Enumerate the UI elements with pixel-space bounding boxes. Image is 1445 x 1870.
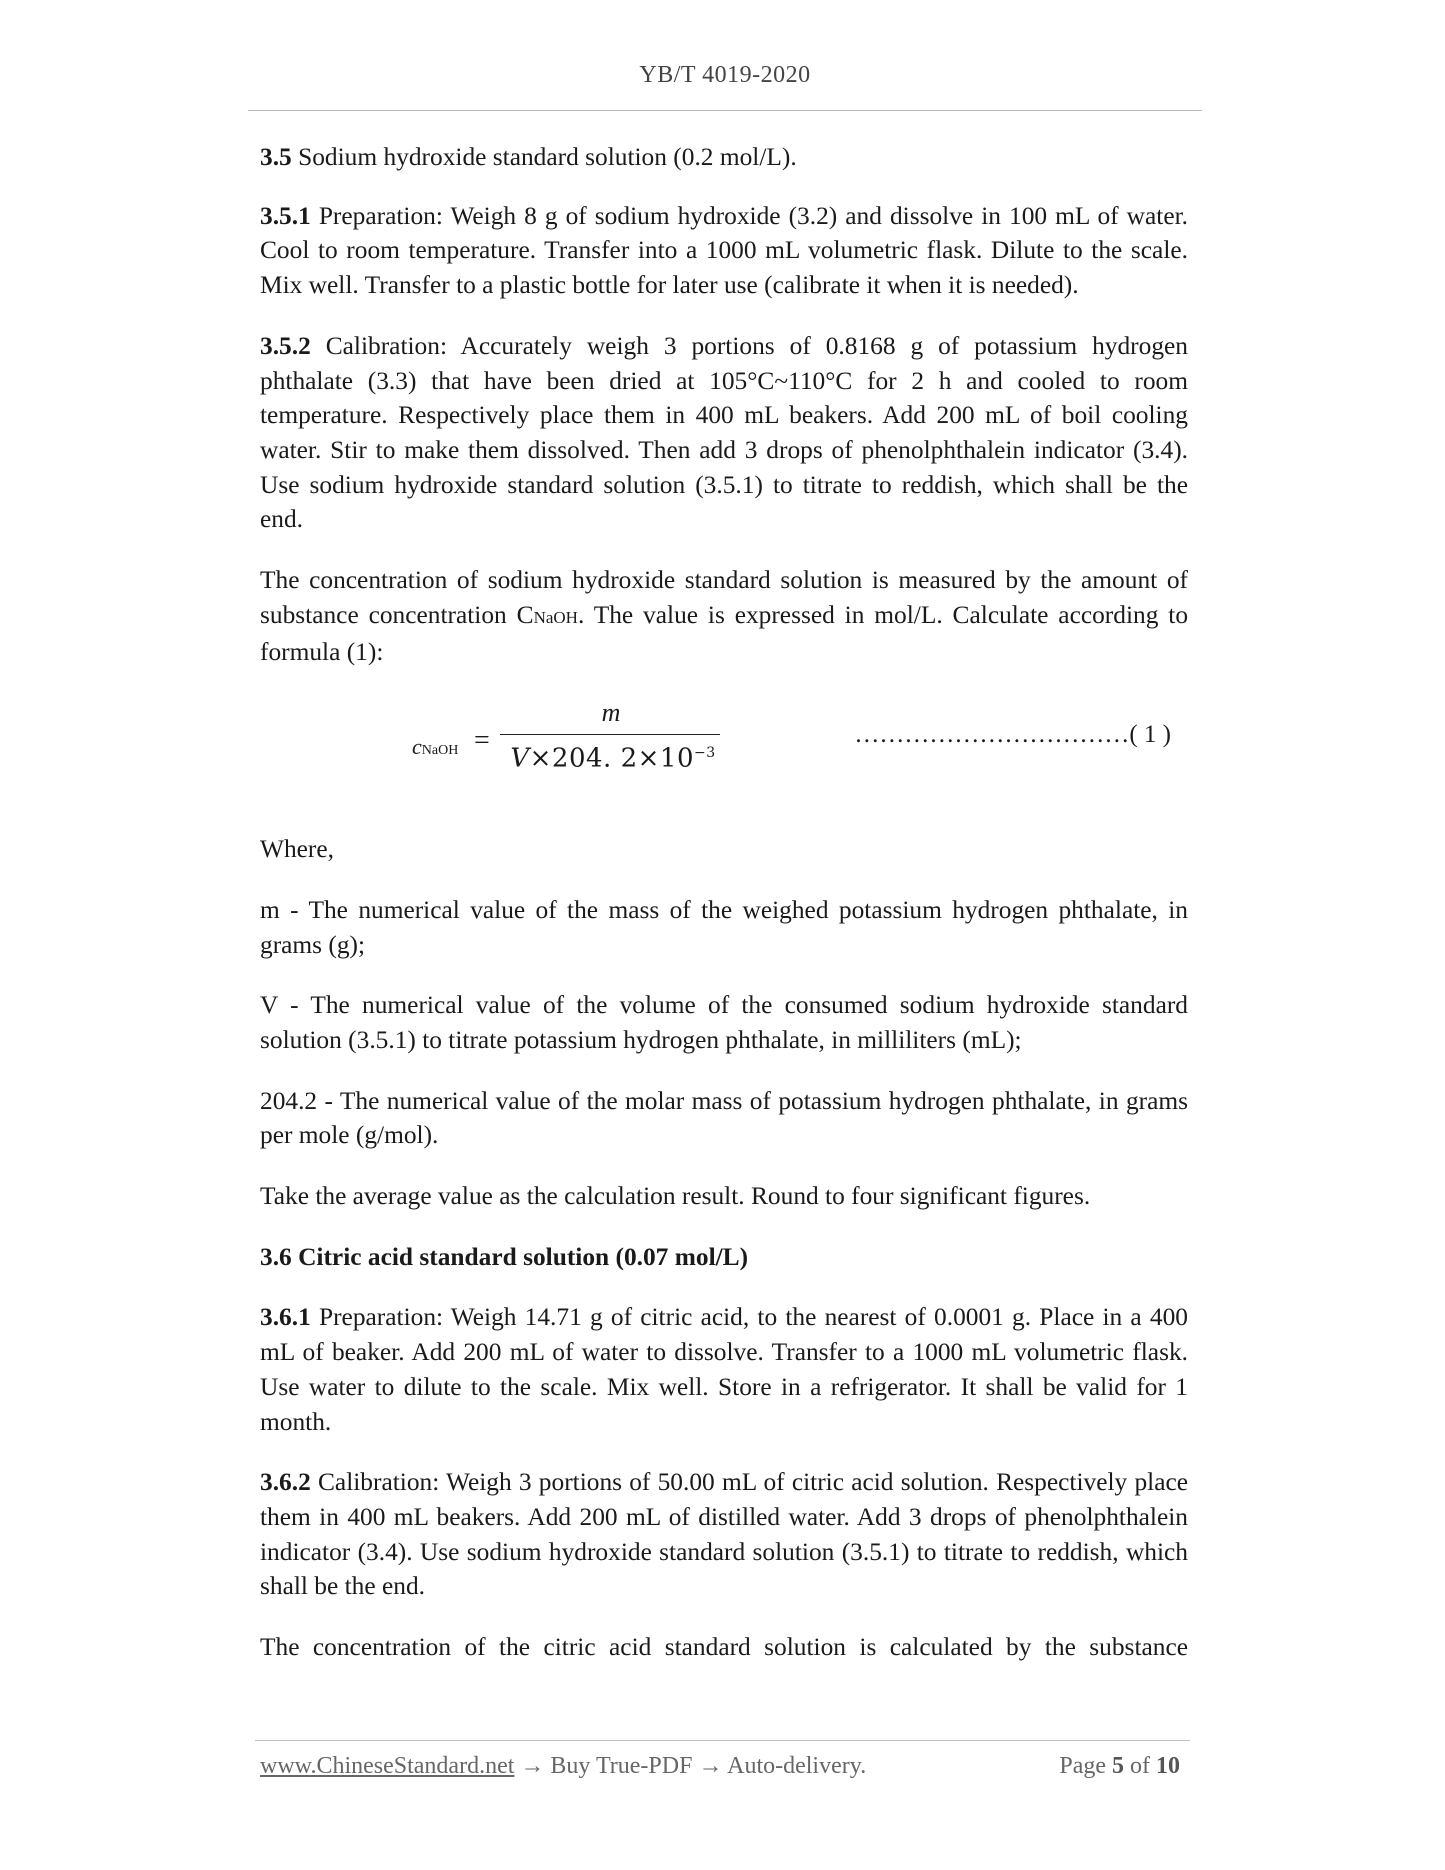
concentration-text-1: The concentration of sodium hydroxide standard solution is measured by the amount of substance concentration C bbox=[260, 566, 1188, 629]
formula-numerator: m bbox=[601, 698, 621, 728]
formula-lhs-subscript: NaOH bbox=[421, 743, 459, 759]
formula-equals: = bbox=[474, 725, 490, 757]
header-divider bbox=[248, 110, 1202, 111]
section-number: 3.5.1 bbox=[260, 201, 311, 230]
page-label: Page bbox=[1059, 1753, 1112, 1779]
formula-denominator bbox=[498, 736, 728, 776]
website-link[interactable]: www.ChineseStandard.net bbox=[260, 1753, 515, 1779]
definition-v: V - The numerical value of the volume of the consumed sodium hydroxide standard solution (3.5.1) to titrate potassium hydrogen phthalate, in milliliters (mL); bbox=[260, 991, 1188, 1054]
page-number: 5 bbox=[1112, 1753, 1124, 1779]
naoh-subscript: NaOH bbox=[533, 607, 578, 627]
formula-expression bbox=[412, 696, 772, 786]
formula-denominator-rest: ×204. 2×10 bbox=[529, 743, 694, 774]
formula-lhs bbox=[412, 730, 458, 769]
definition-m: m - The numerical value of the mass of the weighed potassium hydrogen phthalate, in grams (g); bbox=[260, 895, 1188, 959]
section-text: Sodium hydroxide standard solution (0.2 mol/L). bbox=[291, 143, 797, 171]
footer-divider bbox=[255, 1740, 1190, 1741]
page-indicator bbox=[1059, 1753, 1180, 1780]
average-note: Take the average value as the calculation result. Round to four significant figures. bbox=[260, 1182, 1091, 1211]
section-number: 3.5 bbox=[260, 143, 292, 171]
formula-volume-symbol: V bbox=[510, 743, 530, 774]
section-3-6-heading: 3.6 Citric acid standard solution (0.07 mol/L) bbox=[260, 1242, 749, 1271]
section-3-5-2 bbox=[260, 329, 1188, 537]
page-body bbox=[260, 140, 1188, 1691]
section-text: Calibration: Accurately weigh 3 portions of 0.8168 g of potassium hydrogen phthalate (3.3) that have been dried at 105°C~110°C for 2 h and cooled to room temperature. Respectively place them in 400 mL beakers. Add 200 mL of boil cooling water. Stir to make them dissolved. Then add 3 drops of phenolphthalein indicator (3.4). Use sodium hydroxide standard solution (3.5.1) to titrate to reddish, which shall be the end. bbox=[260, 331, 1188, 534]
concentration-paragraph bbox=[260, 563, 1188, 670]
formula-1 bbox=[260, 696, 1188, 792]
section-text: Preparation: Weigh 8 g of sodium hydroxide (3.2) and dissolve in 100 mL of water. Cool to room temperature. Transfer into a 1000 mL volumetric flask. Dilute to the scale. Mix well. Transfer to a plastic bottle for later use (calibrate it when it is needed). bbox=[260, 201, 1188, 300]
formula-number: ……………………………( 1 ) bbox=[854, 721, 1171, 749]
continuation-line: The concentration of the citric acid standard solution is calculated by the substance bbox=[260, 1633, 1188, 1662]
footer-promo-text: → Buy True-PDF → Auto-delivery. bbox=[514, 1753, 867, 1779]
section-text: Preparation: Weigh 14.71 g of citric acid, to the nearest of 0.0001 g. Place in a 400 mL of beaker. Add 200 mL of water to dissolve. Transfer to a 1000 mL volumetric flask. Use water to dilute to the scale. Mix well. Store in a refrigerator. It shall be valid for 1 month. bbox=[260, 1303, 1188, 1436]
section-3-6-1 bbox=[260, 1300, 1188, 1439]
section-text: Calibration: Weigh 3 portions of 50.00 mL of citric acid solution. Respectively place them in 400 mL beakers. Add 200 mL of distilled water. Add 3 drops of phenolphthalein indicator (3.4). Use sodium hydroxide standard solution (3.5.1) to titrate to reddish, which shall be the end. bbox=[260, 1468, 1188, 1601]
of-label: of bbox=[1124, 1753, 1156, 1779]
section-3-5 bbox=[260, 140, 1188, 175]
definition-molar-mass: 204.2 - The numerical value of the molar mass of potassium hydrogen phthalate, in grams per mole (g/mol). bbox=[260, 1086, 1188, 1150]
section-3-5-1 bbox=[260, 199, 1188, 303]
formula-exponent: −3 bbox=[694, 745, 716, 762]
section-3-6-2 bbox=[260, 1465, 1188, 1604]
section-number: 3.6.2 bbox=[260, 1468, 311, 1497]
concentration-text-2: . The value is expressed in mol/L. Calculate according to formula (1): bbox=[260, 600, 1189, 667]
section-number: 3.5.2 bbox=[260, 331, 311, 360]
where-label: Where, bbox=[260, 835, 335, 864]
document-code-header: YB/T 4019-2020 bbox=[639, 62, 811, 88]
formula-lhs-symbol: c bbox=[412, 734, 422, 760]
page-total: 10 bbox=[1156, 1753, 1180, 1779]
fraction-bar bbox=[500, 734, 720, 735]
page-footer bbox=[260, 1753, 1180, 1780]
section-number: 3.6.1 bbox=[260, 1303, 311, 1332]
